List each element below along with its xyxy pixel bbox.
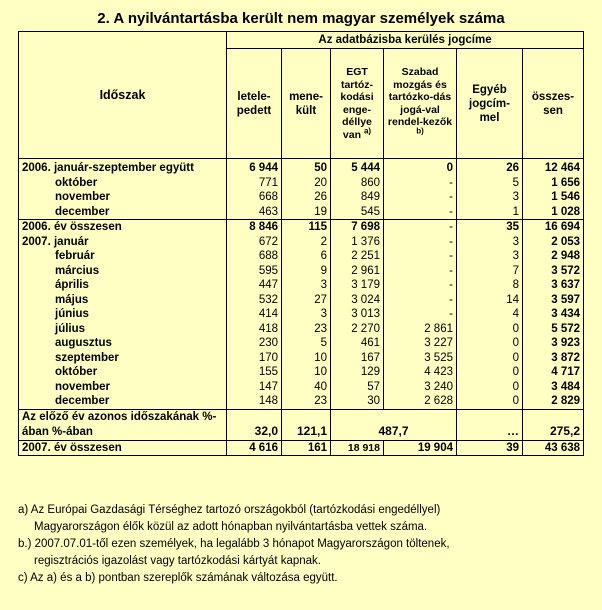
cell-value: 35: [457, 220, 523, 235]
cell-value: 10: [282, 351, 331, 366]
cell-value: 129: [331, 365, 384, 380]
cell-value: 3: [457, 190, 523, 205]
pct-row: [19, 409, 584, 440]
row-label: augusztus: [19, 336, 227, 351]
table-header: [19, 32, 584, 159]
pct-label: Az előző év azonos időszakának %-ában %-ában: [19, 409, 227, 440]
pct-other: …: [457, 409, 523, 440]
cell-value: 115: [282, 220, 331, 235]
cell-value: 3 227: [384, 336, 457, 351]
cell-value: 3 484: [523, 380, 584, 395]
cell-value: 3: [457, 249, 523, 264]
cell-value: 7: [457, 264, 523, 279]
cell-value: 1: [457, 205, 523, 220]
cell-value: 532: [227, 293, 282, 308]
header-col-total: összes-sen: [523, 49, 584, 159]
table-row: [19, 235, 584, 250]
cell-value: 8 846: [227, 220, 282, 235]
cell-value: 50: [282, 159, 331, 176]
header-col-free-movement: [384, 49, 457, 159]
cell-value: 3 637: [523, 278, 584, 293]
cell-value: 2 961: [331, 264, 384, 279]
cell-value: -: [384, 264, 457, 279]
cell-value: -: [384, 235, 457, 250]
header-col-free-movement-text: Szabad mozgás és tartózko-dás jogá-val rendel-kezők: [387, 66, 453, 128]
cell-value: 418: [227, 322, 282, 337]
cell-value: 2 251: [331, 249, 384, 264]
total-settled: 4 616: [227, 440, 282, 456]
cell-value: 148: [227, 394, 282, 409]
cell-value: -: [384, 293, 457, 308]
row-label: szeptember: [19, 351, 227, 366]
cell-value: 4 423: [384, 365, 457, 380]
cell-value: 0: [457, 322, 523, 337]
cell-value: 1 376: [331, 235, 384, 250]
header-period: Időszak: [19, 32, 227, 159]
cell-value: 0: [457, 351, 523, 366]
cell-value: 2 053: [523, 235, 584, 250]
cell-value: 3: [282, 278, 331, 293]
table-row: [19, 220, 584, 235]
cell-value: 860: [331, 176, 384, 191]
table-row: [19, 190, 584, 205]
footnote-c: c) Az a) és a b) pontban szereplők számának változása együtt.: [18, 572, 338, 584]
pct-total: 275,2: [523, 409, 584, 440]
total-row: [19, 440, 584, 456]
cell-value: 5: [282, 336, 331, 351]
table-row: [19, 278, 584, 293]
cell-value: 3 434: [523, 307, 584, 322]
cell-value: 27: [282, 293, 331, 308]
row-label: február: [19, 249, 227, 264]
cell-value: 3 872: [523, 351, 584, 366]
cell-value: 12 464: [523, 159, 584, 176]
cell-value: 1 656: [523, 176, 584, 191]
header-col-eea-text: EGT tartóz-kodási enge-déllye van: [340, 66, 374, 141]
cell-value: 414: [227, 307, 282, 322]
cell-value: 447: [227, 278, 282, 293]
cell-value: 3 525: [384, 351, 457, 366]
cell-value: 2 829: [523, 394, 584, 409]
cell-value: 5 572: [523, 322, 584, 337]
table-row: [19, 336, 584, 351]
header-col-settled: letele-pedett: [227, 49, 282, 159]
table-title: 2. A nyilvántartásba került nem magyar személyek száma: [97, 10, 505, 27]
cell-value: 3 013: [331, 307, 384, 322]
cell-value: 57: [331, 380, 384, 395]
cell-value: 2: [282, 235, 331, 250]
cell-value: -: [384, 278, 457, 293]
table-row: [19, 293, 584, 308]
row-label: 2006. év összesen: [19, 220, 227, 235]
cell-value: -: [384, 220, 457, 235]
cell-value: 688: [227, 249, 282, 264]
cell-value: -: [384, 190, 457, 205]
table-body: [19, 159, 584, 456]
cell-value: 849: [331, 190, 384, 205]
pct-merged: 487,7: [331, 409, 457, 440]
row-label: december: [19, 205, 227, 220]
table-row: [19, 205, 584, 220]
row-label: 2006. január-szeptember együtt: [19, 159, 227, 176]
row-label: október: [19, 176, 227, 191]
cell-value: 167: [331, 351, 384, 366]
table-row: [19, 249, 584, 264]
pct-refugee: 121,1: [282, 409, 331, 440]
total-refugee: 161: [282, 440, 331, 456]
cell-value: 668: [227, 190, 282, 205]
table-row: [19, 365, 584, 380]
cell-value: 4 717: [523, 365, 584, 380]
table-row: [19, 176, 584, 191]
total-eea: 18 918: [331, 440, 384, 456]
table-row: [19, 159, 584, 176]
total-label: 2007. év összesen: [19, 440, 227, 456]
cell-value: 170: [227, 351, 282, 366]
cell-value: 6: [282, 249, 331, 264]
total-free-movement: 19 904: [384, 440, 457, 456]
table-row: [19, 307, 584, 322]
cell-value: 2 270: [331, 322, 384, 337]
cell-value: 771: [227, 176, 282, 191]
cell-value: 14: [457, 293, 523, 308]
cell-value: 20: [282, 176, 331, 191]
cell-value: 0: [457, 394, 523, 409]
cell-value: 0: [457, 380, 523, 395]
cell-value: 2 948: [523, 249, 584, 264]
data-table: [18, 31, 584, 456]
cell-value: 3 179: [331, 278, 384, 293]
row-label: október: [19, 365, 227, 380]
cell-value: 26: [457, 159, 523, 176]
cell-value: 3 597: [523, 293, 584, 308]
footnotes: [18, 502, 583, 587]
row-label: március: [19, 264, 227, 279]
cell-value: 5 444: [331, 159, 384, 176]
cell-value: 1 546: [523, 190, 584, 205]
cell-value: 2 861: [384, 322, 457, 337]
cell-value: 3 240: [384, 380, 457, 395]
cell-value: 147: [227, 380, 282, 395]
header-col-refugee: mene-kült: [282, 49, 331, 159]
header-col-eea: [331, 49, 384, 159]
row-label: november: [19, 380, 227, 395]
cell-value: 2 628: [384, 394, 457, 409]
table-row: [19, 264, 584, 279]
total-total: 43 638: [523, 440, 584, 456]
footnote-a: a) Az Európai Gazdasági Térséghez tartozó országokból (tartózkodási engedéllyel): [18, 504, 441, 516]
cell-value: 545: [331, 205, 384, 220]
row-label: december: [19, 394, 227, 409]
header-col-free-movement-sup: b): [416, 126, 424, 135]
row-label: november: [19, 190, 227, 205]
row-label: 2007. január: [19, 235, 227, 250]
row-label: május: [19, 293, 227, 308]
cell-value: 3 572: [523, 264, 584, 279]
cell-value: -: [384, 307, 457, 322]
row-label: július: [19, 322, 227, 337]
cell-value: 16 694: [523, 220, 584, 235]
table-row: [19, 394, 584, 409]
cell-value: 10: [282, 365, 331, 380]
cell-value: 3: [457, 235, 523, 250]
cell-value: -: [384, 205, 457, 220]
cell-value: 1 028: [523, 205, 584, 220]
cell-value: 23: [282, 394, 331, 409]
cell-value: 0: [457, 365, 523, 380]
cell-value: 5: [457, 176, 523, 191]
cell-value: 3 923: [523, 336, 584, 351]
header-col-other: Egyéb jogcím-mel: [457, 49, 523, 159]
cell-value: 595: [227, 264, 282, 279]
cell-value: 6 944: [227, 159, 282, 176]
table-row: [19, 380, 584, 395]
header-col-eea-sup: a): [363, 126, 372, 135]
cell-value: 19: [282, 205, 331, 220]
cell-value: 4: [457, 307, 523, 322]
footnote-b: b.) 2007.07.01-től ezen személyek, ha legalább 3 hónapot Magyarországon töltenek,: [18, 538, 450, 550]
cell-value: 9: [282, 264, 331, 279]
cell-value: 7 698: [331, 220, 384, 235]
cell-value: 8: [457, 278, 523, 293]
cell-value: 3 024: [331, 293, 384, 308]
cell-value: -: [384, 176, 457, 191]
pct-settled: 32,0: [227, 409, 282, 440]
table-row: [19, 351, 584, 366]
cell-value: 672: [227, 235, 282, 250]
row-label: június: [19, 307, 227, 322]
cell-value: 26: [282, 190, 331, 205]
table-row: [19, 322, 584, 337]
total-other: 39: [457, 440, 523, 456]
footnote-a-cont: Magyarországon élők közül az adott hónapban nyilvántartásba vettek száma.: [34, 521, 428, 533]
cell-value: 40: [282, 380, 331, 395]
footnote-b-cont: regisztrációs igazolást vagy tartózkodási kártyát kapnak.: [34, 555, 321, 567]
cell-value: 30: [331, 394, 384, 409]
header-group: Az adatbázisba kerülés jogcíme: [227, 32, 584, 49]
row-label: április: [19, 278, 227, 293]
cell-value: 23: [282, 322, 331, 337]
cell-value: -: [384, 249, 457, 264]
cell-value: 155: [227, 365, 282, 380]
cell-value: 463: [227, 205, 282, 220]
cell-value: 0: [384, 159, 457, 176]
cell-value: 461: [331, 336, 384, 351]
cell-value: 230: [227, 336, 282, 351]
cell-value: 0: [457, 336, 523, 351]
cell-value: 3: [282, 307, 331, 322]
